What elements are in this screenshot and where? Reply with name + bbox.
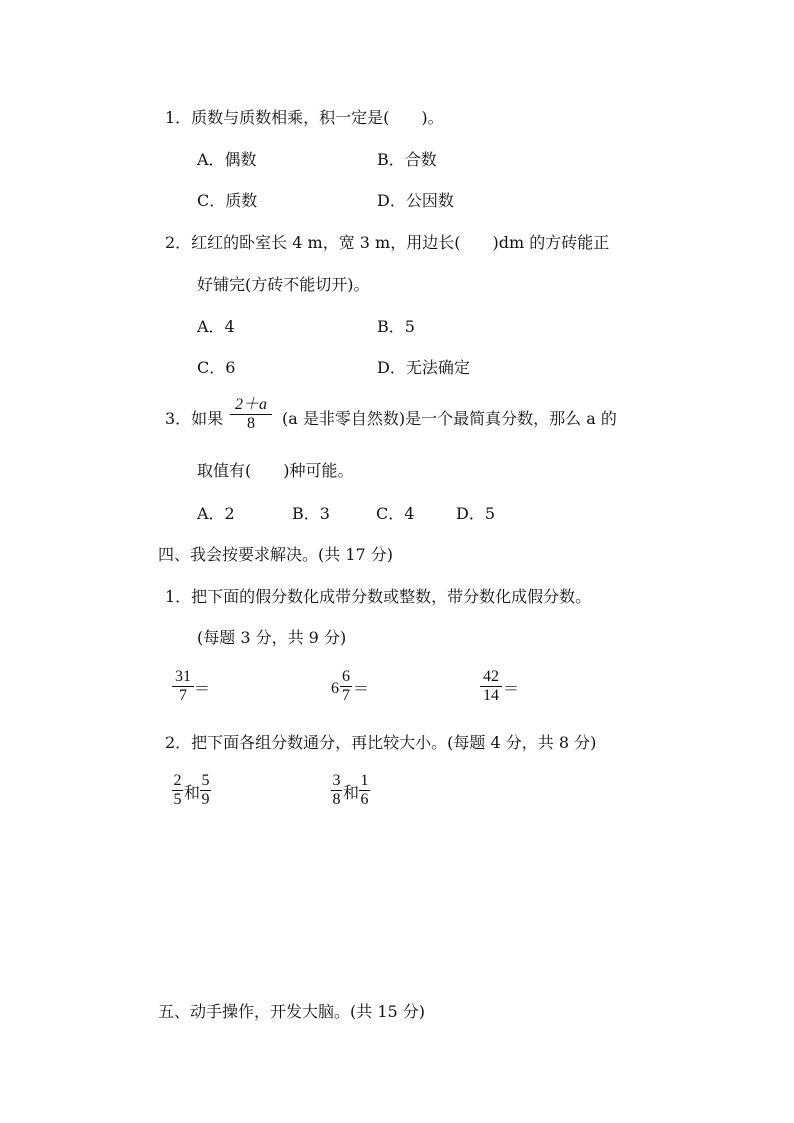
- q2-stem-line2: 好铺完(方砖不能切开)。: [197, 275, 370, 294]
- and-text: 和: [343, 783, 360, 802]
- fraction-2-5: [172, 772, 183, 809]
- denominator: 6: [360, 791, 369, 808]
- denominator: 14: [483, 687, 499, 704]
- q3-fraction-numerator: 2＋a: [234, 396, 267, 413]
- fraction-5-9: [200, 772, 211, 809]
- numerator: 2: [173, 772, 182, 789]
- sec4-problem1-note: (每题 3 分，共 9 分): [197, 628, 347, 647]
- q3-suffix: (a 是非零自然数)是一个最简真分数，那么 a 的: [282, 409, 617, 428]
- denominator: 5: [173, 791, 182, 808]
- section-5-title: 五、动手操作，开发大脑。(共 15 分): [158, 1002, 426, 1021]
- numerator: 3: [332, 772, 341, 789]
- equals-sign: ＝: [194, 679, 211, 698]
- numerator: 31: [175, 668, 191, 685]
- q1-option-c: C．质数: [197, 191, 258, 210]
- denominator: 9: [201, 791, 210, 808]
- fraction-31-7: [172, 668, 194, 705]
- numerator: 42: [483, 668, 499, 685]
- numerator: 6: [342, 668, 350, 685]
- q1-option-a: A．偶数: [197, 150, 257, 169]
- q1-option-d: D．公因数: [377, 191, 454, 210]
- mixed-whole: 6: [331, 680, 339, 697]
- q2-stem-line1: 2．红红的卧室长 4 m，宽 3 m，用边长( )dm 的方砖能正: [165, 233, 610, 252]
- q1-option-b: B．合数: [377, 150, 437, 169]
- fraction-1-6: [359, 772, 370, 809]
- denominator: 7: [342, 687, 350, 704]
- q3-option-a: A．2: [197, 504, 235, 523]
- sec4-problem1-stem: 1．把下面的假分数化成带分数或整数，带分数化成假分数。: [165, 587, 592, 606]
- equals-sign: ＝: [503, 679, 520, 698]
- and-text: 和: [184, 783, 201, 802]
- q3-option-d: D．5: [456, 504, 496, 523]
- fraction-42-14: [480, 668, 502, 705]
- numerator: 1: [360, 772, 369, 789]
- sec4-problem2-stem: 2．把下面各组分数通分，再比较大小。(每题 4 分，共 8 分): [165, 733, 597, 752]
- q3-prefix: 3．如果: [165, 409, 224, 428]
- denominator: 7: [179, 687, 187, 704]
- q2-option-d: D．无法确定: [377, 358, 470, 377]
- q3-option-c: C．4: [376, 504, 415, 523]
- q2-option-a: A．4: [197, 317, 235, 336]
- q3-fraction-denominator: 8: [247, 415, 255, 432]
- section-4-title: 四、我会按要求解决。(共 17 分): [158, 545, 394, 564]
- fraction-6-7: [340, 668, 352, 705]
- q2-option-b: B．5: [377, 317, 415, 336]
- q3-option-b: B．3: [292, 504, 330, 523]
- q2-option-c: C．6: [197, 358, 236, 377]
- numerator: 5: [201, 772, 210, 789]
- q3-stem-line2: 取值有( )种可能。: [197, 461, 354, 480]
- denominator: 8: [332, 791, 341, 808]
- fraction-3-8: [331, 772, 342, 809]
- q3-fraction: [230, 396, 272, 433]
- q1-stem: 1．质数与质数相乘，积一定是( )。: [165, 108, 444, 127]
- equals-sign: ＝: [353, 679, 370, 698]
